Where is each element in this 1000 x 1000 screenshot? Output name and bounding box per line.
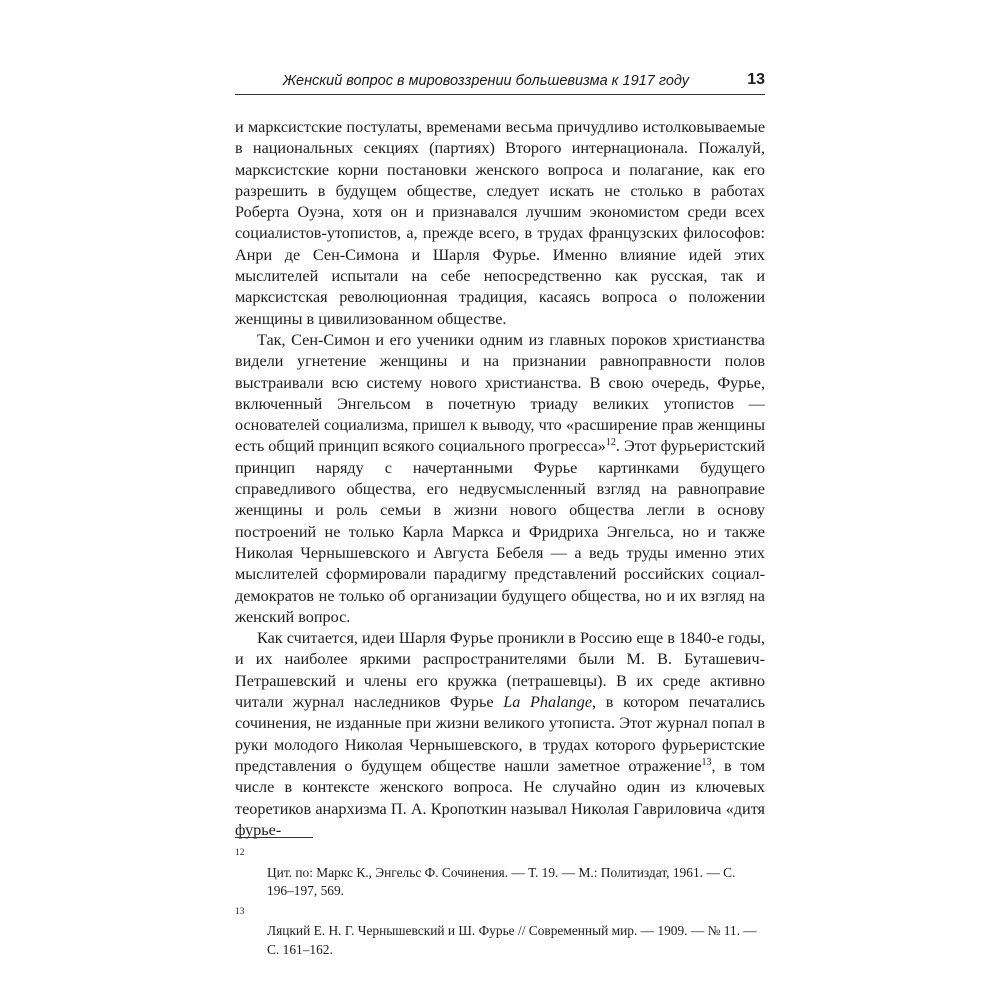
footnotes bbox=[235, 845, 765, 962]
paragraph-1 bbox=[235, 117, 765, 330]
paragraph-3-text-b: , в котором печатались сочинения, не изданные при жизни великого утописта. Этот журнал попал в руки молодого Николая Чернышевского, в трудах которого фурьеристские представления о будущем обществе нашли заметное отражение bbox=[235, 693, 765, 775]
paragraph-1-text: и марксистские постулаты, временами весьма причудливо истолковываемые в национальных секциях (партиях) Второго интернационала. Пожалуй, марксистские корни постановки женского вопроса и полагание, как его разрешить в будущем обществе, следует искать не столько в работах Роберта Оуэна, хотя он и признавался лучшим экономистом среди всех социалистов-утопистов, а, прежде всего, в трудах французских философов: Анри де Сен-Симона и Шарля Фурье. Именно влияние идей этих мыслителей испытали на себе непосредственно как русская, так и марксистская революционная традиция, касаясь вопроса о положении женщины в цивилизованном обществе. bbox=[235, 118, 765, 328]
paragraph-2-text-b: . Этот фурьеристский принцип наряду с начертанными Фурье картинками будущего справедливого общества, его недвусмысленный взгляд на равноправие женщины и роль семьи в жизни нового общества легли в основу построений не только Карла Маркса и Фридриха Энгельса, но и также Николая Чернышевского и Августа Бебеля — а ведь труды именно этих мыслителей сформировали парадигму представлений российских социал-демократов не только об организации будущего общества, но и их взгляд на женский вопрос. bbox=[235, 437, 765, 626]
body-text bbox=[235, 117, 765, 841]
footnote-separator bbox=[235, 837, 313, 838]
page-number: 13 bbox=[747, 71, 765, 88]
paragraph-2 bbox=[235, 330, 765, 628]
footnote-ref-13[interactable]: 13 bbox=[701, 756, 712, 768]
footnote-13 bbox=[235, 904, 765, 960]
running-title: Женский вопрос в мировоззрении большевизма к 1917 году bbox=[282, 73, 689, 89]
running-header bbox=[235, 70, 765, 95]
footnote-ref-12[interactable]: 12 bbox=[605, 437, 616, 449]
journal-title-italic: La Phalange bbox=[503, 693, 593, 712]
paragraph-3 bbox=[235, 628, 765, 841]
footnote-12 bbox=[235, 845, 765, 901]
paragraph-3-text-c: , в том числе в контексте женского вопроса. Не случайно один из ключевых теоретиков анархизма П. А. Кропоткин называл Николая Гавриловича «дитя фурье- bbox=[235, 756, 765, 839]
paragraph-2-text-a: Так, Сен-Симон и его ученики одним из главных пороков христианства видели угнетение женщины и на признании равноправности полов выстраивали всю систему нового христианства. В свою очередь, Фурье, включенный Энгельсом в почетную триаду великих утопистов — основателей социализма, пришел к выводу, что «расширение прав женщины есть общий принцип всякого социального прогресса» bbox=[235, 330, 765, 456]
paragraph-3-text-a: Как считается, идеи Шарля Фурье проникли в Россию еще в 1840-е годы, и их наиболее яркими распространителями были М. В. Буташевич-Петрашевский и члены его кружка (петрашевцы). В их среде активно читали журнал наследников Фурье bbox=[235, 629, 765, 712]
footnote-text: Ляцкий Е. Н. Г. Чернышевский и Ш. Фурье // Современный мир. — 1909. — № 11. — С. 161–162. bbox=[267, 923, 757, 957]
footnote-text: Цит. по: Маркс К., Энгельс Ф. Сочинения. — Т. 19. — М.: Политиздат, 1961. — С. 196–197, 569. bbox=[267, 864, 736, 898]
footnote-number: 12 bbox=[235, 848, 245, 858]
footnote-number: 13 bbox=[235, 906, 245, 917]
